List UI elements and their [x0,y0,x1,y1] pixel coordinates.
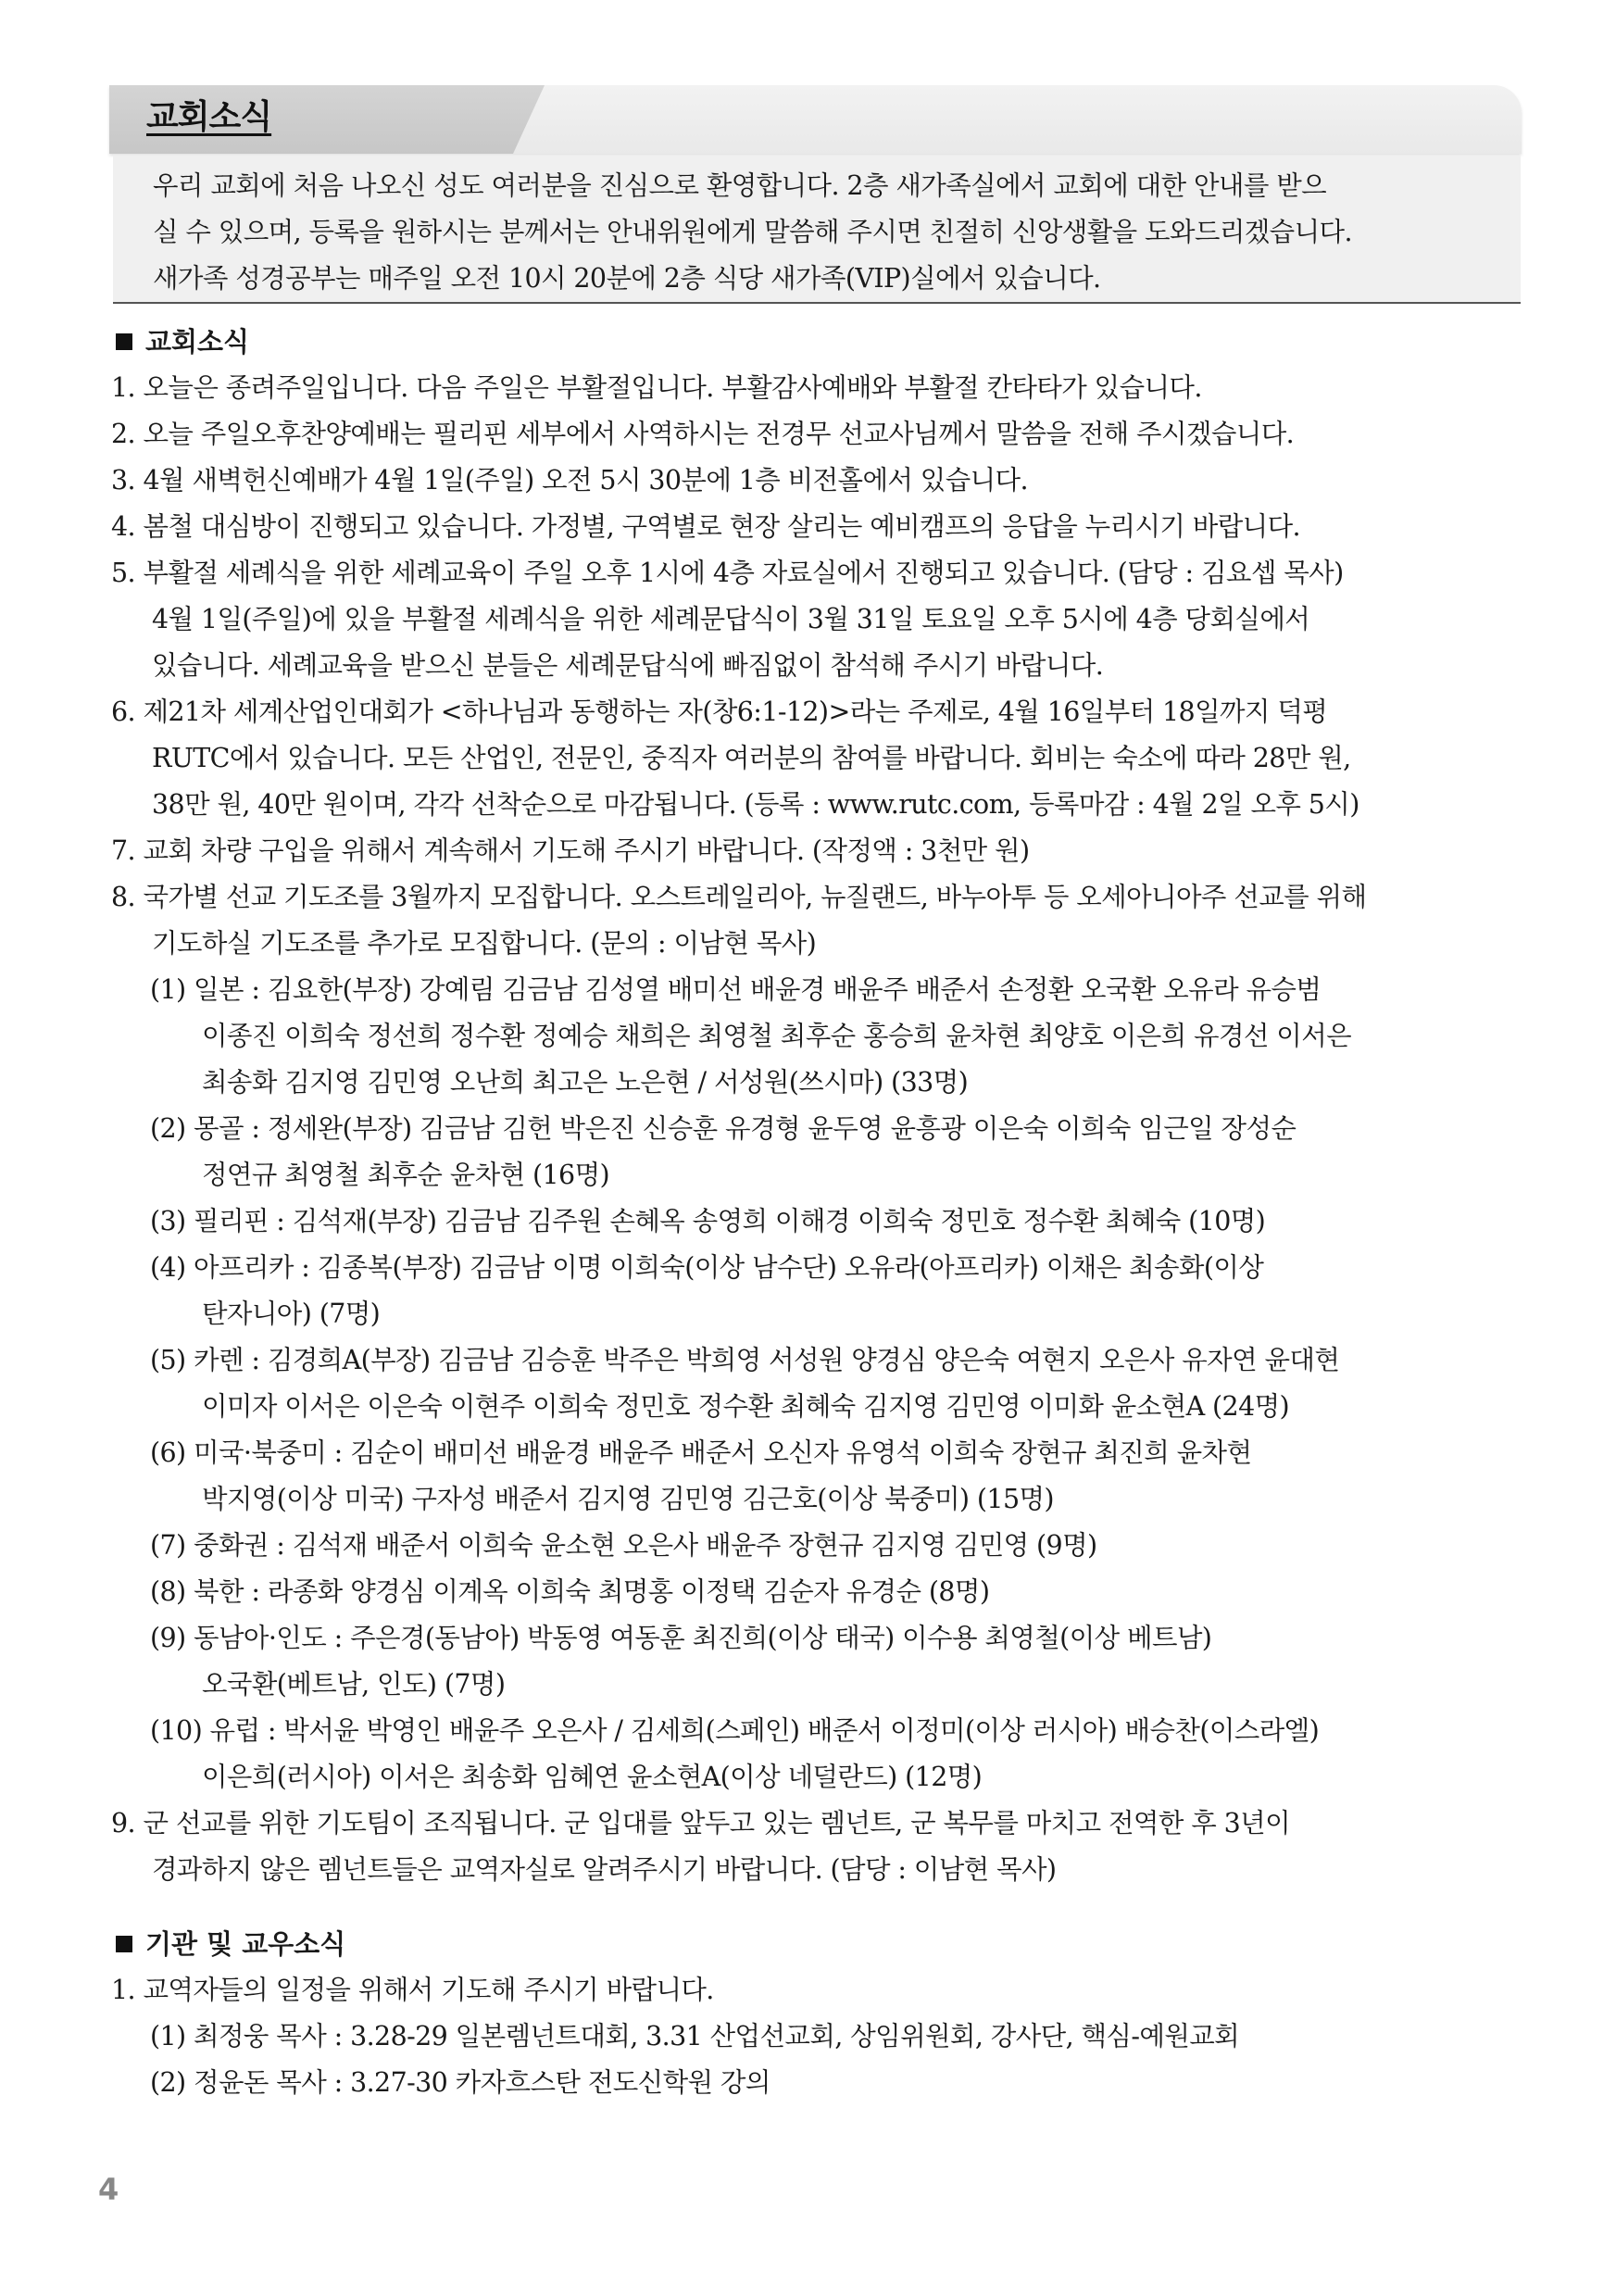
page-title: 교회소식 [146,98,272,136]
news-item-7: 7. 교회 차량 구입을 위해서 계속해서 기도해 주시기 바랍니다. (작정액 : 3천만 원) [111,835,1030,866]
prayer-group-philippines: (3) 필리핀 : 김석재(부장) 김금남 김주원 손혜옥 송영희 이해경 이희숙 정민호 정수환 최혜숙 (10명) [150,1206,1266,1236]
welcome-line: 실 수 있으며, 등록을 원하시는 분께서는 안내위원에게 말씀해 주시면 친절히 신앙생활을 도와드리겠습니다. [153,217,1352,247]
prayer-group-karen: (5) 카렌 : 김경희A(부장) 김금남 김승훈 박주은 박희영 서성원 양경심 양은숙 여현지 오은사 유자연 윤대현 [150,1345,1340,1375]
news-item-6-cont: 38만 원, 40만 원이며, 각각 선착순으로 마감됩니다. (등록 : www.rutc.com, 등록마감 : 4월 2일 오후 5시) [152,789,1359,820]
welcome-line: 우리 교회에 처음 나오신 성도 여러분을 진심으로 환영합니다. 2층 새가족실에서 교회에 대한 안내를 받으 [153,170,1327,201]
prayer-group-cont: 탄자니아) (7명) [202,1299,381,1329]
staff-schedule: (1) 최정웅 목사 : 3.28-29 일본렘넌트대회, 3.31 산업선교회, 상임위원회, 강사단, 핵심-예원교회 [150,2021,1240,2051]
prayer-group-cont: 박지영(이상 미국) 구자성 배준서 김지영 김민영 김근호(이상 북중미) (15명) [202,1484,1054,1514]
prayer-group-america: (6) 미국·북중미 : 김순이 배미선 배윤경 배윤주 배준서 오신자 유영석 이희숙 장현규 최진희 윤차현 [150,1437,1252,1468]
news-item-1: 1. 오늘은 종려주일입니다. 다음 주일은 부활절입니다. 부활감사예배와 부활절 칸타타가 있습니다. [111,372,1202,403]
news-item-6: 6. 제21차 세계산업인대회가 <하나님과 동행하는 자(창6:1-12)>라는 주제로, 4월 16일부터 18일까지 덕평 [111,696,1328,727]
news-item-9: 9. 군 선교를 위한 기도팀이 조직됩니다. 군 입대를 앞두고 있는 렘넌트, 군 복무를 마치고 전역한 후 3년이 [111,1808,1291,1838]
square-bullet-icon [116,1936,132,1952]
news-item-5-cont: 있습니다. 세례교육을 받으신 분들은 세례문답식에 빠짐없이 참석해 주시기 바랍니다. [152,650,1104,681]
prayer-group-southeast-asia: (9) 동남아·인도 : 주은경(동남아) 박동영 여동훈 최진희(이상 태국) 이수용 최영철(이상 베트남) [150,1623,1212,1653]
staff-schedule: (2) 정윤돈 목사 : 3.27-30 카자흐스탄 전도신학원 강의 [150,2067,770,2098]
section-heading-label: 교회소식 [145,326,250,358]
square-bullet-icon [116,333,132,350]
prayer-group-mongolia: (2) 몽골 : 정세완(부장) 김금남 김헌 박은진 신승훈 유경형 윤두영 윤흥광 이은숙 이희숙 임근일 장성순 [150,1113,1297,1144]
news-item-3: 3. 4월 새벽헌신예배가 4월 1일(주일) 오전 5시 30분에 1층 비전홀에서 있습니다. [111,465,1028,496]
section-heading-org-news [116,1923,345,1965]
section-heading-church-news [116,320,249,363]
news-item-9-cont: 경과하지 않은 렘넌트들은 교역자실로 알려주시기 바랍니다. (담당 : 이남현 목사) [152,1854,1057,1885]
prayer-group-north-korea: (8) 북한 : 라종화 양경심 이계옥 이희숙 최명홍 이정택 김순자 유경순 (8명) [150,1576,990,1607]
welcome-line: 새가족 성경공부는 매주일 오전 10시 20분에 2층 식당 새가족(VIP)실에서 있습니다. [153,263,1101,294]
prayer-group-cont: 최송화 김지영 김민영 오난희 최고은 노은현 / 서성원(쓰시마) (33명) [202,1067,969,1098]
org-item-1: 1. 교역자들의 일정을 위해서 기도해 주시기 바랍니다. [111,1975,714,2005]
prayer-group-europe: (10) 유럽 : 박서윤 박영인 배윤주 오은사 / 김세희(스페인) 배준서 이정미(이상 러시아) 배승찬(이스라엘) [150,1715,1320,1746]
news-item-2: 2. 오늘 주일오후찬양예배는 필리핀 세부에서 사역하시는 전경무 선교사님께서 말씀을 전해 주시겠습니다. [111,419,1295,449]
prayer-group-cont: 이은희(러시아) 이서은 최송화 임혜연 윤소현A(이상 네덜란드) (12명) [202,1762,983,1792]
prayer-group-cont: 오국환(베트남, 인도) (7명) [202,1669,506,1700]
news-item-4: 4. 봄철 대심방이 진행되고 있습니다. 가정별, 구역별로 현장 살리는 예비캠프의 응답을 누리시기 바랍니다. [111,511,1300,542]
section-heading-label: 기관 및 교우소식 [145,1928,346,1960]
news-item-8: 8. 국가별 선교 기도조를 3월까지 모집합니다. 오스트레일리아, 뉴질랜드, 바누아투 등 오세아니아주 선교를 위해 [111,882,1367,912]
news-item-5: 5. 부활절 세례식을 위한 세례교육이 주일 오후 1시에 4층 자료실에서 진행되고 있습니다. (담당 : 김요셉 목사) [111,558,1344,588]
news-item-5-cont: 4월 1일(주일)에 있을 부활절 세례식을 위한 세례문답식이 3월 31일 토요일 오후 5시에 4층 당회실에서 [152,604,1310,634]
prayer-group-china: (7) 중화권 : 김석재 배준서 이희숙 윤소현 오은사 배윤주 장현규 김지영 김민영 (9명) [150,1530,1097,1561]
prayer-group-cont: 이미자 이서은 이은숙 이현주 이희숙 정민호 정수환 최혜숙 김지영 김민영 이미화 윤소현A (24명) [202,1391,1290,1422]
news-item-6-cont: RUTC에서 있습니다. 모든 산업인, 전문인, 중직자 여러분의 참여를 바랍니다. 회비는 숙소에 따라 28만 원, [152,743,1351,773]
prayer-group-africa: (4) 아프리카 : 김종복(부장) 김금남 이명 이희숙(이상 남수단) 오유라(아프리카) 이채은 최송화(이상 [150,1252,1264,1283]
page-number: 4 [98,2172,119,2207]
prayer-group-japan: (1) 일본 : 김요한(부장) 강예림 김금남 김성열 배미선 배윤경 배윤주 배준서 손정환 오국환 오유라 유승범 [150,974,1322,1005]
news-item-8-cont: 기도하실 기도조를 추가로 모집합니다. (문의 : 이남현 목사) [152,928,817,959]
prayer-group-cont: 이종진 이희숙 정선희 정수환 정예승 채희은 최영철 최후순 홍승희 윤차현 최양호 이은희 유경선 이서은 [202,1021,1352,1051]
prayer-group-cont: 정연규 최영철 최후순 윤차현 (16명) [202,1160,610,1190]
